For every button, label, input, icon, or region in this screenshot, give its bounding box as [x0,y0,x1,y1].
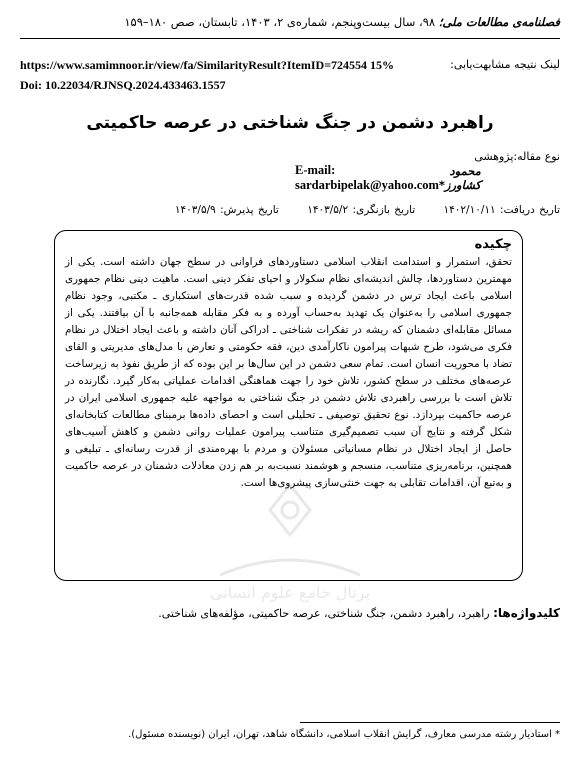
journal-header [20,6,560,39]
author-name: محمود کشاورز* [438,164,481,192]
article-title: راهبرد دشمن در جنگ شناختی در عرصه حاکمیتی [86,113,494,133]
date-received: تاریخ دریافت: ۱۴۰۲/۱۰/۱۱ [443,204,560,216]
watermark-text: پرتال جامع علوم انسانی [209,583,371,602]
abstract-text: تحقق، استمرار و استدامت انقلاب اسلامی دستاوردهای فراوانی در سطح جهان داشته است. یکی از مهمترین دستاوردها، چالش اندیشه‌ای نظام سکولار و احیای تفکر دینی است. ماهیت دینی نظام جمهوری اسلامی باعث ایجاد ترس در دشمن گردیده و سبب شده قدرت‌های استکباری ـ مکتبی، وجود نظام جمهوری اسلامی را به‌عنوان یک تهدید به‌حساب آورده و به فکر مقابله همه‌جانبه با آن بیافتند. یکی از مسائل مقابله‌ای دشمنان که ریشه در تفکرات شناختی ـ ادراکی آنان داشته و باعث ایجاد اختلال در نظام فکری می‌شود، طرح شبهات پیرامون ناکارآمدی دین، فقه حکومتی و تعارض با مدل‌های مدیریتی و القای تضاد با محوریت انسان است. تمام سعی دشمن در این سال‌ها بر این بوده که از طریق نفوذ به زیرساخت عرصه‌های مختلف در سطح کشور، تلاش خود را جهت هماهنگی اقدامات عملیاتی به‌کار گیرد. نگارنده در تلاش است با بررسی راهبردی تلاش دشمن در جنگ شناختی به مواجهه علیه جمهوری اسلامی ایران در عرصه حاکمیت بپردازد. نوع تحقیق توصیفی ـ تحلیلی است و احصای داده‌ها برمبنای مطالعات کتابخانه‌ای شکل گرفته و نتایج آن سبب تصمیم‌گیری متناسب پیرامون عملیات روانی دشمن و کاهش آسیب‌های حاصل از ایجاد اختلال در نظام مسانیاتی مسئولان و مردم با بهره‌مندی از قدرت رسانه‌ای ـ تبلیغی و همچنین، برنامه‌ریزی متناسب، منسجم و هوشمند نسبت‌به بر هم زدن معادلات دشمنان در عرصه حاکمیت و به‌تبع آن، اقدامات تقابلی به جهت خنثی‌سازی پیشروی‌ها است. [65,256,512,489]
article-type: نوع مقاله:پژوهشی [474,150,560,163]
similarity-url[interactable] [20,56,394,74]
journal-name: فصلنامه‌ی مطالعات ملی؛ [438,15,560,29]
date-accepted: تاریخ پذیرش: ۱۴۰۳/۵/۹ [174,204,279,216]
keywords [50,604,560,623]
author-footnote: * استادیار رشته مدرسی معارف، گرایش انقلاب اسلامی، دانشگاه شاهد، تهران، ایران (نویسنده مسئول). [128,729,560,740]
similarity-url-text[interactable]: https://www.samimnoor.ir/view/fa/SimilarityResult?ItemID=724554 [20,58,368,72]
author-line [20,163,560,192]
author-email[interactable]: E-mail: sardarbipelak@yahoo.com [295,163,439,192]
abstract-heading: چکیده [474,237,512,252]
keywords-label: کلیدواژه‌ها: [493,606,560,620]
similarity-percent: 15% [370,58,395,72]
footnote-divider [300,722,560,723]
issue-info: ۹۸، سال بیست‌وپنجم، شماره‌ی ۲، ۱۴۰۳، تابستان، صص ۱۸۰–۱۵۹ [124,15,436,29]
institution-logo-watermark [190,470,390,610]
similarity-line [20,56,560,74]
doi[interactable]: Doi: 10.22034/RJNSQ.2024.433463.1557 [20,78,226,92]
date-revised: تاریخ بازنگری: ۱۴۰۳/۵/۲ [307,204,416,216]
article-dates [20,204,560,216]
similarity-label: لینک نتیجه مشابهت‌یابی: [450,58,560,71]
keywords-text: راهبرد، راهبرد دشمن، جنگ شناختی، عرصه حاکمیتی، مؤلفه‌های شناختی. [158,607,490,620]
